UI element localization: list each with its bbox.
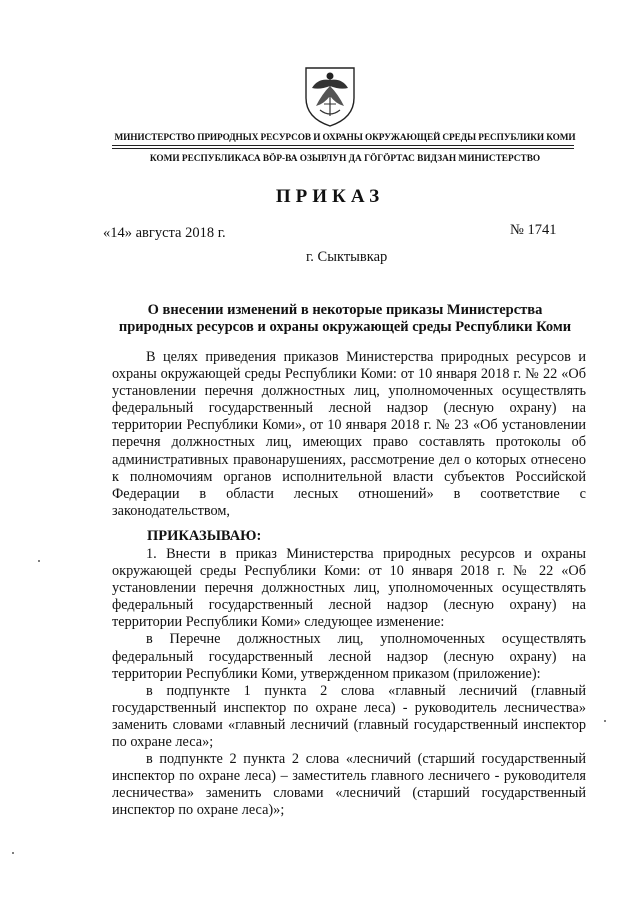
header-divider-bottom	[112, 148, 574, 149]
document-date: «14» августа 2018 г.	[103, 225, 226, 241]
ministry-name-russian: МИНИСТЕРСТВО ПРИРОДНЫХ РЕСУРСОВ И ОХРАНЫ ОКРУЖАЮЩЕЙ СРЕДЫ РЕСПУБЛИКИ КОМИ	[114, 133, 576, 143]
order-items	[112, 546, 586, 820]
document-heading: О внесении изменений в некоторые приказы Министерства природных ресурсов и охраны окружающей среды Республики Коми	[118, 302, 572, 335]
intro-paragraph: В целях приведения приказов Министерства природных ресурсов и охраны окружающей среды Республики Коми: от 10 января 2018 г. № 22 «Об установлении перечня должностных лиц, уполномоченных осуществлять федеральный государственный лесной надзор (лесную охрану) на территории Республики Коми», от 10 января 2018 г. № 23 «Об установлении перечня должностных лиц, имеющих право составлять протоколы об административных правонарушениях, рассмотрение дел о которых отнесено к полномочиям органов исполнительной власти субъектов Российской Федерации в области лесных отношений» в соответствие с законодательством,	[112, 349, 586, 519]
header-divider-top	[112, 145, 574, 146]
order-item: в подпункте 1 пункта 2 слова «главный лесничий (главный государственный инспектор по охране леса) - руководитель лесничества» заменить словами «главный лесничий (главный государственный инспектор по охране леса»;	[112, 682, 586, 751]
scan-speck	[604, 720, 606, 722]
document-type-title: ПРИКАЗ	[275, 186, 385, 207]
ministry-name-komi: КОМИ РЕСПУБЛИКАСА ВӦР-ВА ОЗЫРЛУН ДА ГӦГӦРТАС ВИДЗАН МИНИСТЕРСТВО	[149, 154, 541, 164]
scan-speck	[12, 852, 14, 854]
order-item: в Перечне должностных лиц, уполномоченных осуществлять федеральный государственный лесной надзор (лесную охрану) на территории Республики Коми, утвержденном приказом (приложение):	[112, 631, 586, 682]
order-item: 1. Внести в приказ Министерства природных ресурсов и охраны окружающей среды Республики Коми: от 10 января 2018 г. № 22 «Об установлении перечня должностных лиц, уполномоченных осуществлять федеральный государственный лесной надзор (лесную охрану) на территории Республики Коми» следующее изменение:	[112, 546, 586, 631]
order-word: ПРИКАЗЫВАЮ:	[147, 528, 262, 544]
komi-republic-coat-of-arms-icon	[300, 60, 360, 128]
document-number: № 1741	[510, 222, 557, 238]
scan-speck	[38, 560, 40, 562]
document-city: г. Сыктывкар	[306, 249, 388, 265]
order-item: в подпункте 2 пункта 2 слова «лесничий (старший государственный инспектор по охране леса) – заместитель главного лесничего - руководителя лесничества» заменить словами «лесничий (старший государственный инспектор по охране леса)»;	[112, 751, 586, 819]
